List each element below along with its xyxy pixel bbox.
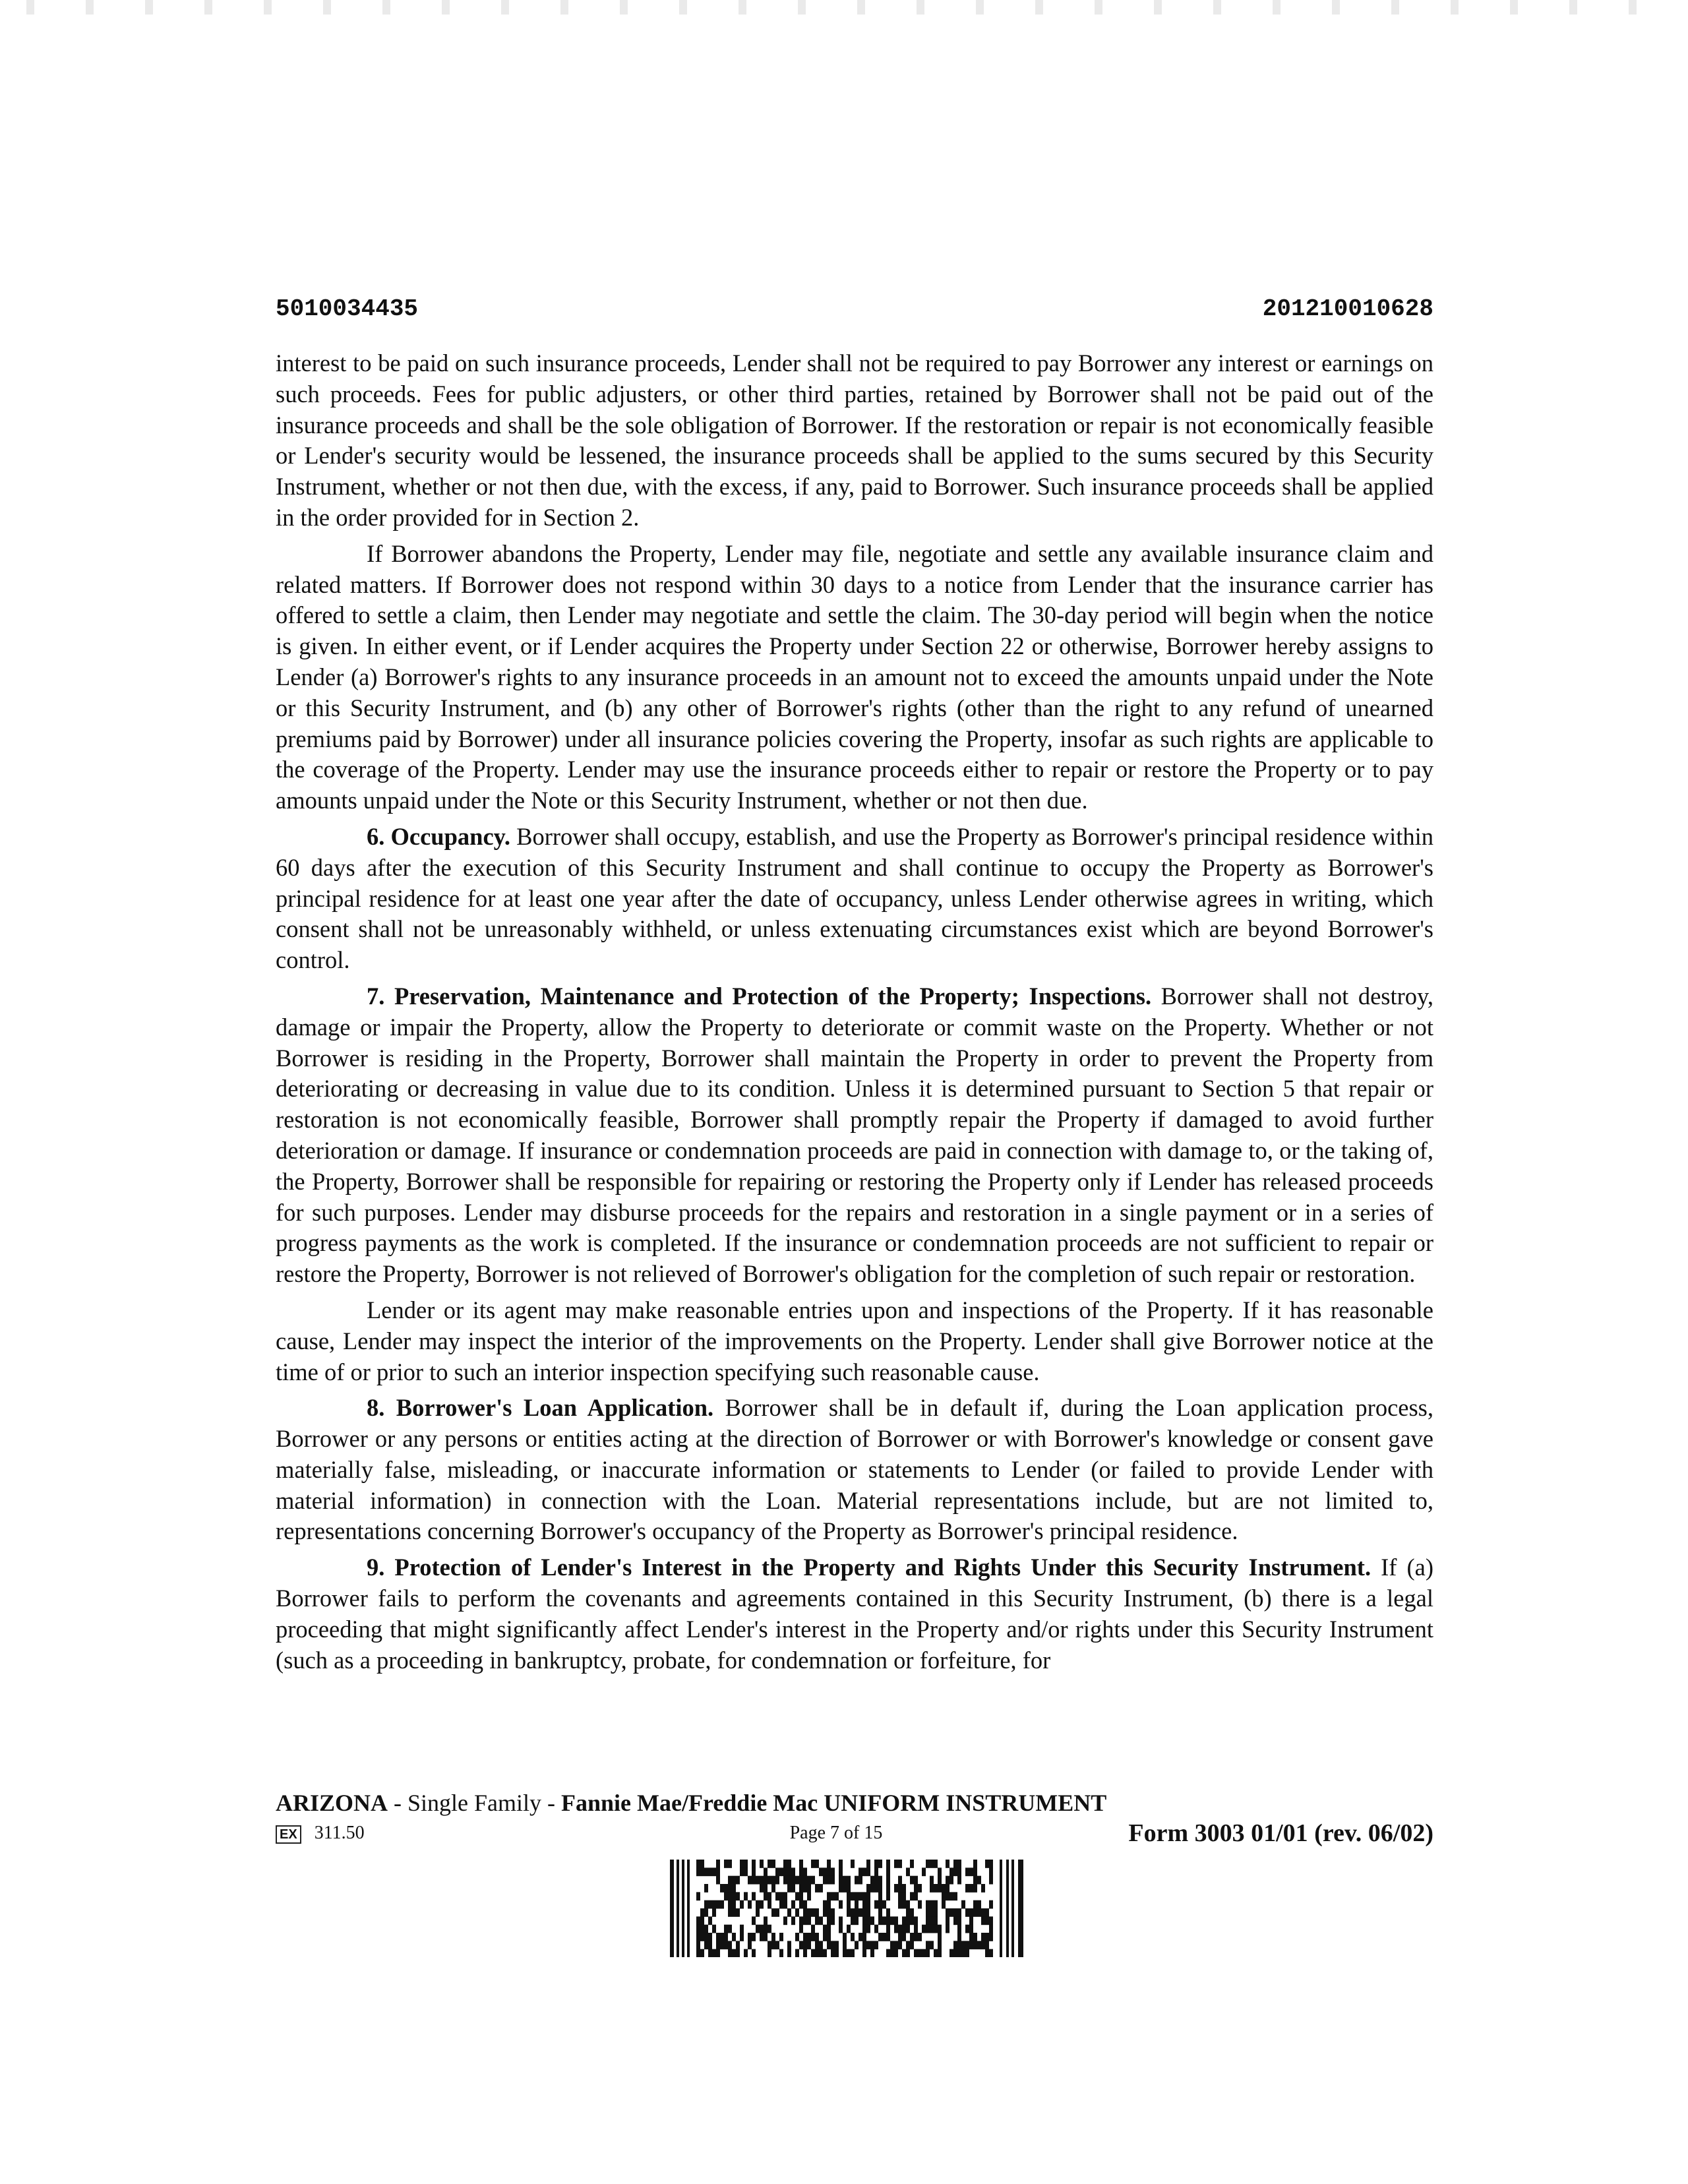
section-loan-application [276,1393,1433,1547]
footer-separator: - Single Family - [388,1790,562,1816]
document-footer [276,1788,1433,1850]
page-number: Page 7 of 15 [789,1823,883,1843]
section-heading: 7. Preservation, Maintenance and Protection of the Property; Inspections. [367,982,1152,1010]
footer-title [276,1788,1433,1817]
paragraph-text: Lender or its agent may make reasonable entries upon and inspections of the Property. If it has reasonable cause, Lender may inspect the interior of the improvements on the Property. Lender shall give Borrower notice at the time of or prior to such an interior inspection specifying such reasonable cause. [276,1296,1433,1385]
section-heading: 8. Borrower's Loan Application. [367,1394,714,1422]
paragraph [276,1295,1433,1387]
paragraph-text: If Borrower abandons the Property, Lender may file, negotiate and settle any available insurance claim and related matters. If Borrower does not respond within 30 days to a notice from Lender that the insurance carrier has offered to settle a claim, then Lender may negotiate and settle the claim. The 30-day period will begin when the notice is given. In either event, or if Lender acquires the Property under Section 22 or otherwise, Borrower hereby assigns to Lender (a) Borrower's rights to any insurance proceeds in an amount not to exceed the amounts unpaid under the Note or this Security Instrument, and (b) any other of Borrower's rights (other than the right to any refund of unearned premiums paid by Borrower) under all insurance policies covering the Property, insofar as such rights are applicable to the coverage of the Property. Lender may use the insurance proceeds either to repair or restore the Property or to pay amounts unpaid under the Note or this Security Instrument, whether or not then due. [276,539,1433,814]
section-heading: 9. Protection of Lender's Interest in the Property and Rights Under this Security Instrument. [367,1554,1372,1581]
footer-row [276,1819,1433,1850]
section-preservation [276,981,1433,1290]
paragraph [276,348,1433,533]
section-occupancy [276,822,1433,976]
document-body [276,348,1433,1681]
scan-artifact [0,0,1688,15]
form-code-number: 311.50 [314,1823,365,1843]
paragraph-text: Borrower shall be in default if, during the Loan application process, Borrower or any persons or entities acting at the direction of Borrower or with Borrower's knowledge or consent gave materially false, misleading, or inaccurate information or statements to Lender (or failed to provide Lender with material information) in connection with the Loan. Material representations include, but are not limited to, representations concerning Borrower's occupancy of the Property as Borrower's principal residence. [276,1394,1434,1545]
section-heading: 6. Occupancy. [367,822,511,850]
loan-number: 5010034435 [276,295,419,322]
paragraph [276,539,1433,816]
section-protection [276,1552,1433,1676]
document-number: 201210010628 [1262,295,1433,322]
paragraph-text: If (a) Borrower fails to perform the covenants and agreements contained in this Security Instrument, (b) there is a legal proceeding that might significantly affect Lender's interest in the Property and/or rights under this Security Instrument (such as a proceeding in bankruptcy, probate, for condemnation or forfeiture, for [276,1554,1433,1674]
barcode-icon [670,1860,1026,1957]
footer-state: ARIZONA [276,1790,388,1816]
form-number: Form 3003 01/01 (rev. 06/02) [1128,1819,1433,1847]
paragraph-text: Borrower shall occupy, establish, and use the Property as Borrower's principal residence within 60 days after the execution of this Security Instrument and shall continue to occupy the Property as Borrower's principal residence for at least one year after the date of occupancy, unless Lender otherwise agrees in writing, which consent shall not be unreasonably withheld, or unless extenuating circumstances exist which are beyond Borrower's control. [276,822,1434,974]
paragraph-text: Borrower shall not destroy, damage or impair the Property, allow the Property to deteriorate or commit waste on the Property. Whether or not Borrower is residing in the Property, Borrower shall maintain the Property in order to prevent the Property from deteriorating or decreasing in value due to its condition. Unless it is determined pursuant to Section 5 that repair or restoration is not economically feasible, Borrower shall promptly repair the Property if damaged to avoid further deterioration or damage. If insurance or condemnation proceeds are paid in connection with damage to, or the taking of, the Property, Borrower shall be responsible for repairing or restoring the Property only if Lender has released proceeds for such purposes. Lender may disburse proceeds for the repairs and restoration in a single payment or in a series of progress payments as the work is completed. If the insurance or condemnation proceeds are not sufficient to repair or restore the Property, Borrower is not relieved of Borrower's obligation for the completion of such repair or restoration. [276,982,1434,1288]
paragraph-text: interest to be paid on such insurance proceeds, Lender shall not be required to pay Borrower any interest or earnings on such proceeds. Fees for public adjusters, or other third parties, retained by Borrower shall not be paid out of the insurance proceeds and shall be the sole obligation of Borrower. If the restoration or repair is not economically feasible or Lender's security would be lessened, the insurance proceeds shall be applied to the sums secured by this Security Instrument, whether or not then due, with the excess, if any, paid to Borrower. Such insurance proceeds shall be applied in the order provided for in Section 2. [276,349,1433,531]
ex-logo-icon: EX [276,1825,301,1844]
footer-instrument: Fannie Mae/Freddie Mac UNIFORM INSTRUMENT [561,1790,1107,1816]
form-code [276,1823,365,1844]
document-header [276,295,1433,335]
